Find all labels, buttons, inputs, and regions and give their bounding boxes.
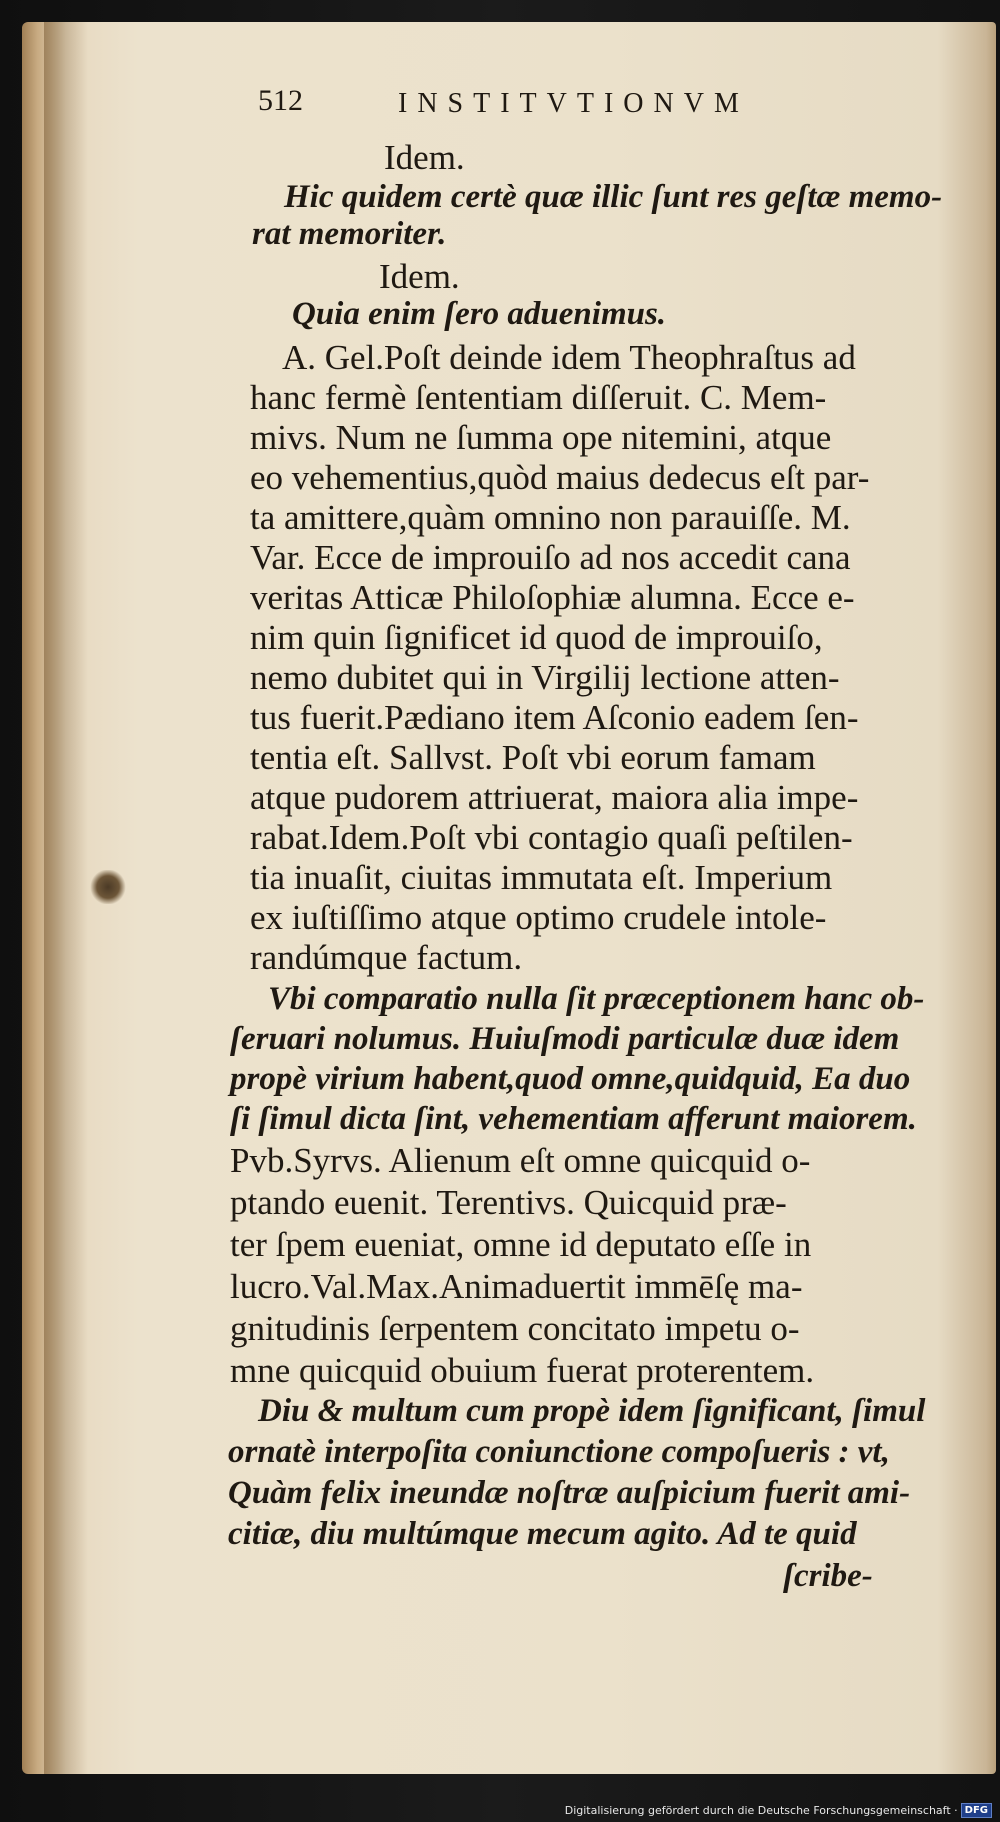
text-line: ptando euenit. Terentivs. Quicquid præ-	[230, 1183, 787, 1222]
page-number: 512	[258, 84, 303, 117]
text-line: mivs. Num ne ſumma ope nitemini, atque	[250, 418, 832, 457]
text-line: nim quin ſignificet id quod de improuiſo,	[250, 618, 823, 657]
text-line: atque pudorem attriuerat, maiora alia impe-	[250, 778, 859, 817]
text-line: Hic quidem certè quæ illic ſunt res geſtæ memo-	[284, 179, 943, 215]
text-line: Idem.	[384, 138, 465, 177]
text-line: mne quicquid obuium fuerat proterentem.	[230, 1351, 815, 1390]
digitization-credit	[565, 1801, 992, 1819]
running-head: INSTITVTIONVM	[398, 88, 749, 119]
text-line: randúmque factum.	[250, 938, 523, 977]
text-line: Quia enim ſero aduenimus.	[292, 296, 667, 332]
text-line: rat memoriter.	[252, 216, 447, 252]
text-line: A. Gel.Poſt deinde idem Theophraſtus ad	[282, 338, 856, 377]
text-line: propè virium habent,quod omne,quidquid, Ea duo	[230, 1061, 911, 1097]
text-line: eo vehementius,quòd maius dedecus eſt par-	[250, 458, 870, 497]
text-line: ter ſpem eueniat, omne id deputato eſſe in	[230, 1225, 812, 1264]
text-line: hanc fermè ſententiam diſſeruit. C. Mem-	[250, 378, 827, 417]
credit-text: Digitalisierung gefördert durch die Deutsche Forschungsgemeinschaft ·	[564, 1803, 958, 1817]
dfg-logo: DFG	[961, 1803, 992, 1818]
text-line: Idem.	[379, 257, 460, 296]
text-line: veritas Atticæ Philoſophiæ alumna. Ecce e-	[250, 578, 855, 617]
text-line: ta amittere,quàm omnino non parauiſſe. M.	[250, 498, 851, 537]
text-line: gnitudinis ſerpentem concitato impetu o-	[230, 1309, 800, 1348]
text-line: ſeruari nolumus. Huiuſmodi particulæ duæ idem	[230, 1021, 900, 1057]
text-line: tentia eſt. Sallvst. Poſt vbi eorum famam	[250, 738, 816, 777]
text-line: Diu & multum cum propè idem ſignificant, ſimul	[258, 1393, 926, 1429]
text-line: citiæ, diu multúmque mecum agito. Ad te quid	[228, 1516, 857, 1552]
text-line: ornatè interpoſita coniunctione compoſueris : vt,	[228, 1434, 890, 1470]
text-line: lucro.Val.Max.Animaduertit immēſę ma-	[230, 1267, 803, 1306]
text-line: ex iuſtiſſimo atque optimo crudele intole-	[250, 898, 827, 937]
text-line: nemo dubitet qui in Virgilij lectione atten-	[250, 658, 840, 697]
text-line: tus fuerit.Pædiano item Aſconio eadem ſen-	[250, 698, 859, 737]
text-line: Quàm felix ineundæ noſtræ auſpicium fuerit ami-	[228, 1475, 911, 1511]
catchword: ſcribe-	[783, 1558, 873, 1594]
text-line: rabat.Idem.Poſt vbi contagio quaſi peſtilen-	[250, 818, 853, 857]
text-line: Vbi comparatio nulla ſit præceptionem hanc ob-	[268, 981, 925, 1017]
text-line: ſi ſimul dicta ſint, vehementiam afferunt maiorem.	[230, 1101, 917, 1137]
text-line: Var. Ecce de improuiſo ad nos accedit cana	[250, 538, 851, 577]
text-line: tia inuaſit, ciuitas immutata eſt. Imperium	[250, 858, 833, 897]
text-line: Pvb.Syrvs. Alienum eſt omne quicquid o-	[230, 1141, 811, 1180]
